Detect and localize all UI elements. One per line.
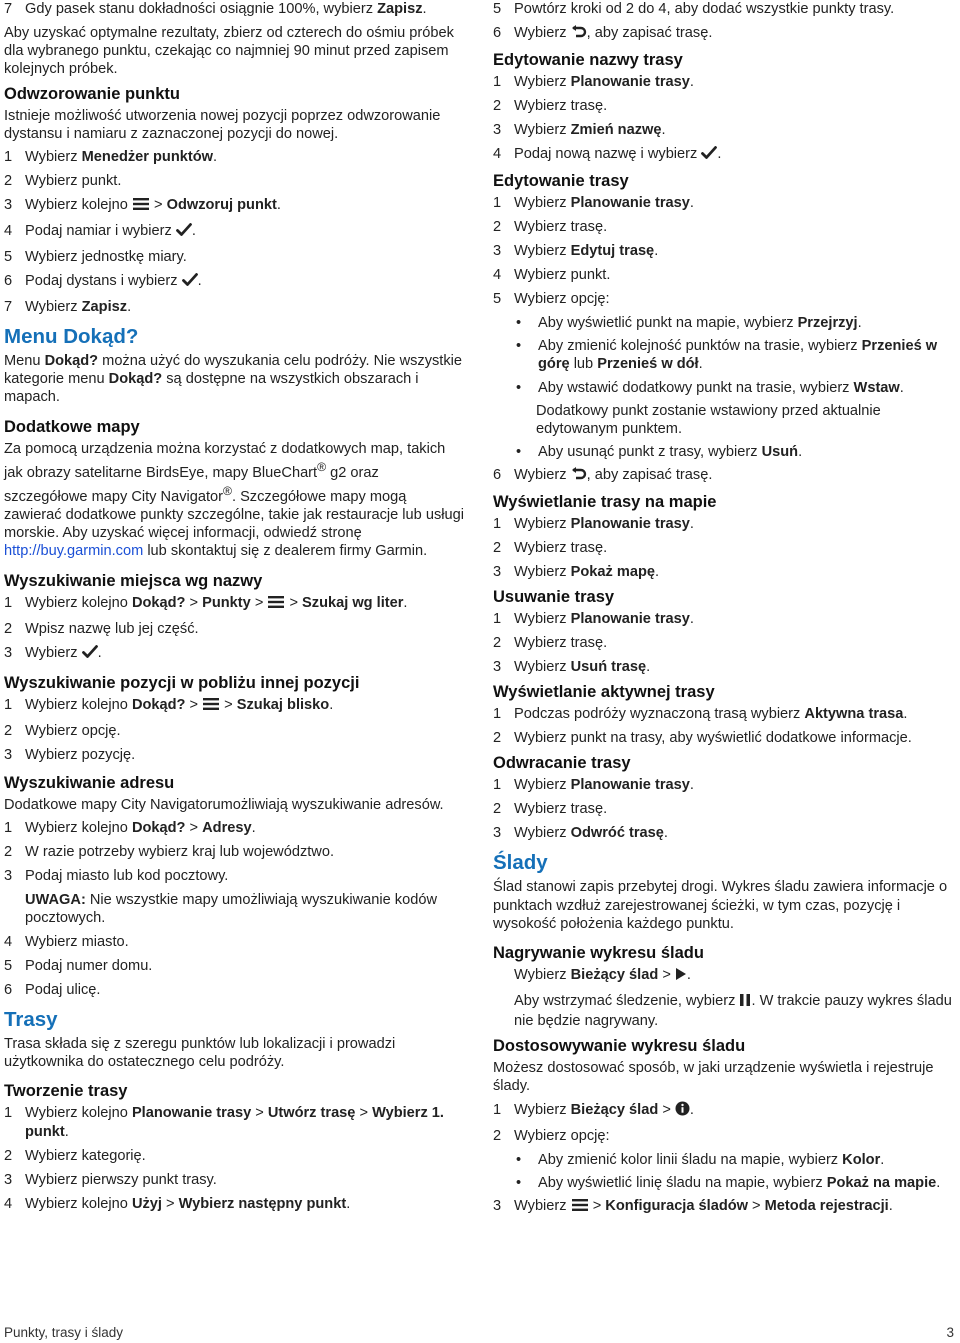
step: 1 Wybierz kolejno Dokąd? > Adresy. xyxy=(4,819,256,836)
step: 2 Wybierz kategorię. xyxy=(4,1147,146,1164)
step-5: 5 Powtórz kroki od 2 do 4, aby dodać wszystkie punkty trasy. xyxy=(493,1,895,17)
back-icon xyxy=(571,25,587,44)
bullet-item: • Aby zmienić kolor linii śladu na mapie, wybierz Kolor. xyxy=(516,1151,885,1168)
step: 1 Wybierz kolejno Dokąd? > > Szukaj blisko. xyxy=(4,696,466,716)
instruction: Aby wstrzymać śledzenie, wybierz . W trakcie pauzy wykres śladu nie będzie nagrywany. xyxy=(514,993,952,1030)
step-7: 7 Gdy pasek stanu dokładności osiągnie 100%, wybierz Zapisz. xyxy=(4,1,427,17)
step: 5 Wybierz jednostkę miary. xyxy=(4,249,187,266)
step: 2 W razie potrzeby wybierz kraj lub województwo. xyxy=(4,843,335,860)
bullet-item: • Aby zmienić kolejność punktów na trasie, wybierz Przenieś w górę lub Przenieś w dół. xyxy=(516,338,938,373)
section-title: Dostosowywanie wykresu śladu xyxy=(493,1037,746,1056)
section-text: Istnieje możliwość utworzenia nowej pozycji poprzez odwzorowanie dystansu i namiaru z zaznaczonej pozycji do nowej. xyxy=(4,107,441,142)
step: 4 Wybierz miasto. xyxy=(4,933,129,950)
section-text: Trasa składa się z szeregu punktów lub lokalizacji i prowadzi użytkownika do ostatecznego celu podróży. xyxy=(4,1035,396,1071)
bullet-subtext: Dodatkowy punkt zostanie wstawiony przed aktualnie edytowanym punktem. xyxy=(536,402,881,438)
step: 1 Wybierz Planowanie trasy. xyxy=(493,195,694,211)
section-title: Edytowanie trasy xyxy=(493,172,629,190)
garmin-link[interactable]: http://buy.garmin.com xyxy=(4,543,144,560)
step: 1 Wybierz kolejno Dokąd? > Punkty > > Szukaj wg liter. xyxy=(4,594,466,614)
check-icon xyxy=(176,223,192,242)
step: 1 Wybierz kolejno Planowanie trasy > Utwórz trasę > Wybierz 1. punkt. xyxy=(4,1105,444,1140)
bullet-item: • Aby wstawić dodatkowy punkt na trasie, wybierz Wstaw. xyxy=(516,379,904,396)
section-title: Tworzenie trasy xyxy=(4,1082,128,1101)
step: 1 Wybierz Bieżący ślad > . xyxy=(493,1101,958,1121)
step: 3 Wybierz Odwróć trasę. xyxy=(493,825,668,842)
check-icon xyxy=(82,645,98,664)
step: 2 Wybierz trasę. xyxy=(493,801,608,818)
note: UWAGA: Nie wszystkie mapy umożliwiają wyszukiwanie kodów pocztowych. xyxy=(25,891,437,926)
step: 6 Podaj dystans i wybierz . xyxy=(4,272,466,292)
left-column xyxy=(4,0,466,1219)
bullet-item: • Aby wyświetlić linię śladu na mapie, wybierz Pokaż na mapie. xyxy=(516,1174,941,1191)
bullet-item: • Aby usunąć punkt z trasy, wybierz Usuń. xyxy=(516,444,803,461)
step: 2 Wybierz opcję: xyxy=(493,1127,610,1144)
back-icon xyxy=(571,467,587,486)
step: 4 Wybierz kolejno Użyj > Wybierz następny punkt. xyxy=(4,1195,351,1212)
page-number: 3 xyxy=(946,1325,954,1340)
check-icon xyxy=(701,146,717,165)
step: 2 Wpisz nazwę lub jej część. xyxy=(4,620,199,637)
step: 2 Wybierz trasę. xyxy=(493,219,608,235)
section-title: Wyświetlanie aktywnej trasy xyxy=(493,683,715,702)
step: 1 Wybierz Planowanie trasy. xyxy=(493,516,694,533)
step: 6 Podaj ulicę. xyxy=(4,981,101,998)
step: 3 Wybierz Usuń trasę. xyxy=(493,659,651,676)
step: 1 Wybierz Menedżer punktów. xyxy=(4,149,218,166)
step: 5 Wybierz opcję: xyxy=(493,291,610,307)
play-icon xyxy=(675,967,687,986)
section-title: Odwracanie trasy xyxy=(493,754,631,773)
bullet-item: • Aby wyświetlić punkt na mapie, wybierz Przejrzyj. xyxy=(516,315,862,331)
step: 1 Wybierz Planowanie trasy. xyxy=(493,74,694,90)
section-title: Wyświetlanie trasy na mapie xyxy=(493,493,717,512)
section-text: Możesz dostosować sposób, w jaki urządzenie wyświetla i rejestruje ślady. xyxy=(493,1060,934,1095)
step: 2 Wybierz opcję. xyxy=(4,722,121,739)
step: 3 Wybierz Pokaż mapę. xyxy=(493,564,660,581)
step: 4 Wybierz punkt. xyxy=(493,267,611,283)
step: 3 Wybierz kolejno > Odwzoruj punkt. xyxy=(4,196,466,216)
page-footer xyxy=(4,1325,954,1343)
step: 2 Wybierz punkt. xyxy=(4,173,122,190)
pause-icon xyxy=(739,993,751,1012)
section-title: Wyszukiwanie pozycji w pobliżu innej pozycji xyxy=(4,673,360,692)
step: 2 Wybierz punkt na trasy, aby wyświetlić dodatkowe informacje. xyxy=(493,730,912,747)
step: 7 Wybierz Zapisz. xyxy=(4,299,132,316)
section-title: Usuwanie trasy xyxy=(493,588,615,607)
footer-section-title: Punkty, trasy i ślady xyxy=(4,1325,124,1340)
check-icon xyxy=(182,273,198,292)
step: 2 Wybierz trasę. xyxy=(493,98,608,114)
section-text: Ślad stanowi zapis przebytej drogi. Wykres śladu zawiera informacje o punktach wzdłuż zarejestrowanej ścieżki, w tym czas, pozycję i wysokość położenia każdego punktu. xyxy=(493,879,948,932)
section-title: Odwzorowanie punktu xyxy=(4,84,180,103)
chapter-title: Trasy xyxy=(4,1007,58,1031)
step: 3 Wybierz . xyxy=(4,644,466,664)
section-title: Wyszukiwanie adresu xyxy=(4,773,175,792)
step: 3 Podaj miasto lub kod pocztowy. xyxy=(4,867,229,884)
section-text: Dodatkowe mapy City Navigatorumożliwiają wyszukiwanie adresów. xyxy=(4,796,444,813)
step: 1 Podczas podróży wyznaczoną trasą wybierz Aktywna trasa. xyxy=(493,706,908,723)
step: 3 Wybierz > Konfiguracja śladów > Metoda rejestracji. xyxy=(493,1197,958,1217)
step: 1 Wybierz Planowanie trasy. xyxy=(493,777,694,794)
section-title: Wyszukiwanie miejsca wg nazwy xyxy=(4,571,263,590)
tip-text: Aby uzyskać optymalne rezultaty, zbierz od czterech do ośmiu próbek dla wybranego punktu, czekając co najmniej 90 minut przed zapisem kolejnych próbek. xyxy=(4,25,454,78)
step: 4 Podaj namiar i wybierz . xyxy=(4,222,466,242)
section-title: Edytowanie nazwy trasy xyxy=(493,51,683,69)
section-text: Menu Dokąd? można użyć do wyszukania celu podróży. Nie wszystkie kategorie menu Dokąd? są dostępne na wszystkich obszarach i mapach. xyxy=(4,353,463,406)
chapter-title: Menu Dokąd? xyxy=(4,325,139,349)
section-title: Dodatkowe mapy xyxy=(4,417,140,436)
step: 3 Wybierz pozycję. xyxy=(4,746,136,763)
right-column xyxy=(493,0,958,1223)
step: 3 Wybierz Zmień nazwę. xyxy=(493,122,666,138)
menu-icon xyxy=(132,197,150,216)
step: 5 Podaj numer domu. xyxy=(4,957,153,974)
step: 3 Wybierz pierwszy punkt trasy. xyxy=(4,1171,217,1188)
info-icon xyxy=(675,1101,690,1121)
section-title: Nagrywanie wykresu śladu xyxy=(493,944,704,963)
step-6: 6 Wybierz , aby zapisać trasę. xyxy=(493,24,958,44)
instruction: Wybierz Bieżący ślad > . xyxy=(493,966,958,986)
menu-icon xyxy=(267,595,285,614)
chapter-title: Ślady xyxy=(493,851,548,875)
step: 4 Podaj nową nazwę i wybierz . xyxy=(493,145,958,165)
step: 2 Wybierz trasę. xyxy=(493,540,608,557)
step: 3 Wybierz Edytuj trasę. xyxy=(493,243,659,259)
step: 6 Wybierz , aby zapisać trasę. xyxy=(493,466,958,486)
step: 1 Wybierz Planowanie trasy. xyxy=(493,611,694,628)
section-text: Za pomocą urządzenia można korzystać z dodatkowych map, takich jak obrazy satelitarne BirdsEye, mapy BlueChart® g2 oraz szczegółowe mapy City Navigator®. Szczegółowe mapy mogą zawierać dodatkowe punkty szczególne, takie jak restauracje lub usługi morskie. Aby uzyskać więcej informacji, odwiedź stronę http://buy.garmin.com lub skontaktuj się z dealerem firmy Garmin. xyxy=(4,440,464,560)
menu-icon xyxy=(202,697,220,716)
step: 2 Wybierz trasę. xyxy=(493,635,608,652)
menu-icon xyxy=(571,1198,589,1217)
